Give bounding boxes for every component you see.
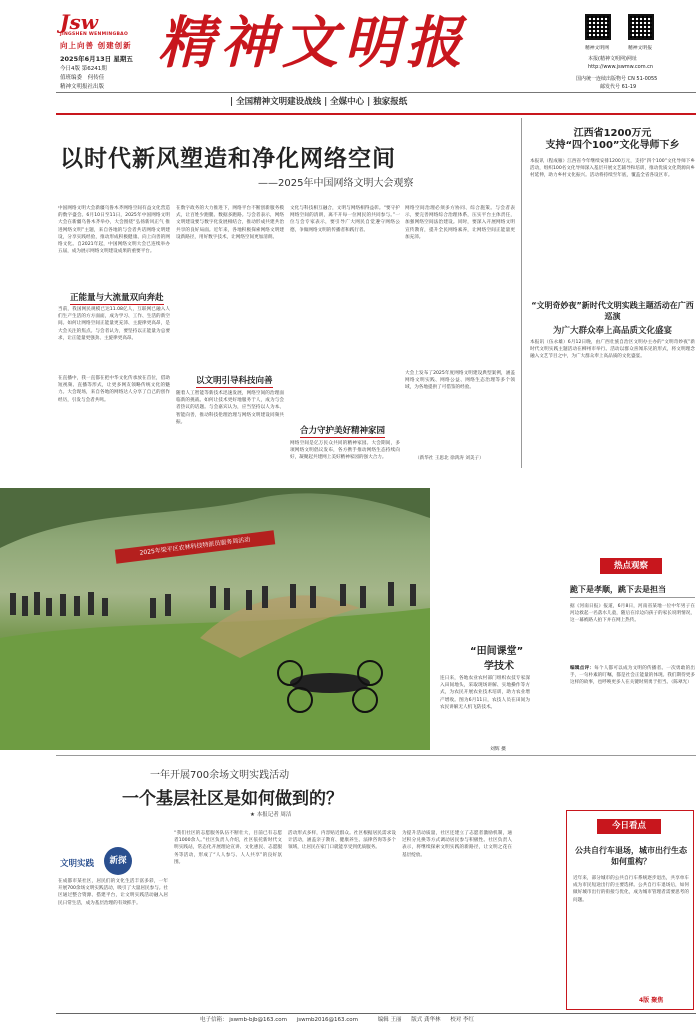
footer-email-2[interactable]: jswmb2016@163.com xyxy=(296,1017,358,1023)
publisher: 精神文明报社出版 xyxy=(60,84,105,90)
bottom-col4: 为提升活动质量，社区还建立了志愿者激励机制，通过积分兑换等方式调动居民参与积极性。社区负责人表示，将继续探索文明实践的新路径，让文明之花在基层绽放。 xyxy=(402,831,512,858)
photo xyxy=(0,488,430,750)
lead-col4: 网络空间治理必须多方协同、综合施策。与会者表示，要完善网络综合治理体系，压实平台主体责任，加强网络空间法治建设。同时，要深入开展网络文明宣传教育，提升全民网络素养，让网络空间正能量更加充沛。 xyxy=(405,206,515,240)
right-story-1-title xyxy=(530,128,695,152)
vertical-divider xyxy=(521,118,522,468)
lead-byline: （新华社 王思北 徐鸿涛 刘美子） xyxy=(415,456,484,461)
duty-editor xyxy=(60,73,104,81)
lead-subtitle: ——2025年中国网络文明大会观察 xyxy=(258,178,414,189)
bottom-byline-text: 本报记者 周洁 xyxy=(256,812,292,818)
nav-sep: | xyxy=(367,97,374,107)
masthead xyxy=(0,0,700,92)
footer-designer: 版式 龚华林 xyxy=(411,1017,441,1023)
photo-caption-title: “田间课堂” xyxy=(470,646,524,657)
bottom-divider xyxy=(56,755,696,756)
today-badge-text: 今日看点 xyxy=(611,821,646,831)
hot-body: 据《河南日报》报道，6月8日，河南省某地一位中年男子在河边救起一名落水儿童，随后在岸边向孩子的家长说明情况，这一幕被路人拍下并在网上热传。 xyxy=(570,604,695,624)
duty-editor-name: 何传佳 xyxy=(87,75,105,81)
lead-subhead-3: 合力守护美好精神家园 xyxy=(300,426,386,436)
lead-subhead-1: 正能量与大流量双向奔赴 xyxy=(70,293,164,303)
lead-col1b: 当前，我国网民规模已达11.08亿人，互联网已融入人们生产生活的方方面面，成为学习、工作、生活的新空间。如何让网络空间正能量更充沛、主旋律更高昂，是大会关注的焦点。与会者认为，要坚持以正能量为总要求，让正能量更强劲、主旋律更高昂。 xyxy=(58,307,170,341)
nav-strip xyxy=(230,95,407,107)
bottom-col2: “我们社区的志愿服务队伍不断壮大，目前已有志愿者1000余人。”社区负责人介绍，社区依托新时代文明实践站，常态化开展理论宣讲、文化惠民、志愿服务等活动，形成了“人人参与、人人共享”的良好氛围。 xyxy=(174,831,282,865)
lead-subhead-2: 以文明引导科技向善 xyxy=(196,376,273,386)
lead-col3b: 网络空间是亿万民众共同的精神家园。大会期间，多项网络文明倡议发布，各方携手推动网络生态持续向好，凝聚起共建网上美好精神家园的强大合力。 xyxy=(290,441,400,461)
lead-col1c: 在直播中，我一直都在把中华文化传承放在首位，借助短视频、直播等形式，让更多网友领略传统文化的魅力。大会现场，来自各地的网络达人分享了自己的创作经历，引发与会者共鸣。 xyxy=(58,376,170,403)
footer-editor: 编辑 王丽 xyxy=(377,1017,402,1023)
hot-title: 跪下是孝顺，跳下去是担当 xyxy=(570,585,666,594)
newspaper-title: 精神文明报 xyxy=(158,10,468,76)
today-badge xyxy=(597,819,661,834)
nav-sep: | xyxy=(230,97,234,107)
issue-date: 2025年6月13日 星期五 xyxy=(60,55,133,63)
today-title: 公共自行车退场，城市出行生态如何重构？ xyxy=(575,846,687,866)
hot-comment-label: 编辑点评： xyxy=(570,666,595,671)
issue-edition: 今日4版 第6241期 xyxy=(60,66,107,72)
today-body: 近年来，部分城市的公共自行车系统逐步退出，共享单车成为市民短途出行的主要选择。公共自行车退场后，如何做好城市出行的衔接与优化，成为城市管理者需要思考的问题。 xyxy=(573,876,689,903)
column-name: 文明实践 xyxy=(60,859,95,869)
today-box[interactable] xyxy=(566,810,694,1010)
right-title-line1: 江西省1200万元 xyxy=(573,128,652,139)
web-line: 本报(精神文明网)网址 xyxy=(588,56,637,62)
right-story-2-body: 本报讯（伍永雄）6月12日晚，由广西壮族自治区文明办主办的“文明奇妙夜”新时代文明实践主题活动在柳州市举行。活动以群众喜闻乐见的形式，将文明理念融入文艺节目之中，为广大群众奉上高品质的文化盛宴。 xyxy=(530,340,695,360)
bottom-col1: 在成都市某社区，居民们的文化生活丰富多彩，一年开展700余场文明实践活动，吸引了大量居民参与。社区通过整合资源、搭建平台，让文明实践活动融入居民日常生活，成为基层治理的有效抓手。 xyxy=(58,879,168,906)
postal-code: 邮发代号 61-19 xyxy=(600,84,637,90)
photo-svg xyxy=(0,488,430,750)
nav-item-1[interactable]: 全国精神文明建设战线 xyxy=(236,97,322,107)
column-badge xyxy=(60,845,132,875)
nav-sep: | xyxy=(324,97,331,107)
hot-comment xyxy=(570,665,695,753)
nav-item-2[interactable]: 全媒中心 xyxy=(330,97,365,107)
photo-credit: 刘辉 摄 xyxy=(490,747,506,752)
footer-rule xyxy=(56,1013,696,1014)
qr-code-paper xyxy=(628,14,654,40)
hot-divider xyxy=(570,597,695,598)
footer-email-label: 电子信箱： xyxy=(200,1017,228,1023)
slogan: 向上向善 创建创新 xyxy=(60,41,132,50)
bottom-headline: 一个基层社区是如何做到的？ xyxy=(122,789,343,809)
qr-label-paper: 精神文明报 xyxy=(628,46,652,51)
hot-badge-text: 热点观察 xyxy=(613,561,648,571)
column-tag: 新探 xyxy=(104,847,132,875)
lead-headline: 以时代新风塑造和净化网络空间 xyxy=(60,146,396,172)
bottom-kicker: 一年开展700余场文明实践活动 xyxy=(150,770,290,781)
logo-pinyin: JINGSHEN WENMINGBAO xyxy=(60,32,129,37)
footer-email-1[interactable]: jswmb-bjb@163.com xyxy=(229,1017,287,1023)
qr-label-website: 精神文明网 xyxy=(585,46,609,51)
masthead-red-rule xyxy=(56,113,696,115)
bottom-byline-star: ★ xyxy=(250,812,257,818)
right-story-1-body: 本报讯（程成雁）江西省今年继续安排1200万元，支持“四个100”文化导师下乡活动，组织100名文化导师深入基层开展文艺辅导和培训，推动优质文化资源向乡村延伸，助力乡村文化振兴。活动将持续至年底，覆盖全省各设区市。 xyxy=(530,159,695,179)
lead-col3: 文化与科技相互融合，文明与网络相得益彰。“要守护网络空间的清朗，离不开每一位网民的共同参与。”一位与会专家表示，要引导广大网民自觉遵守网络公德，争做网络文明的传播者和践行者。 xyxy=(290,206,400,233)
lead-col4b: 大会上发布了2025年度网络文明建设典型案例，涵盖网络文明实践、网络公益、网络生态治理等多个领域，为各地提供了可借鉴的经验。 xyxy=(405,371,515,391)
footer-proof: 校对 李红 xyxy=(450,1017,474,1023)
bottom-col3: 活动形式多样，内容贴近群众。社区根据居民需求设计活动，涵盖亲子教育、健康养生、法律咨询等多个领域，让居民在家门口就能享受到优质服务。 xyxy=(288,831,396,851)
photo-caption-subtitle: 学技术 xyxy=(484,661,514,672)
logo-mark-text: Jsw xyxy=(60,10,98,34)
lead-col1: 中国网络文明大会新疆乌鲁木齐网络空间有益文化营造的数字盛会。6月10日至11日，2025年中国网络文明大会在新疆乌鲁木齐举办，大会围绕“弘扬新风正气 推进网络文明”主题，来自各地的与会者共话网络文明建设，分享实践经验，推动形成积极健康、向上向善的网络文化。自2021年起，中国网络文明大会已连续举办五届，成为展示网络文明建设成果的重要平台。 xyxy=(58,206,170,255)
today-page-ref[interactable]: 4版 聚焦 xyxy=(639,997,664,1004)
web-url[interactable]: http://www.jswmw.com.cn xyxy=(588,64,654,70)
hot-comment-text: 每个人都可以成为文明的传播者。一次勇敢的出手，一句朴素的叮嘱，都是社会正能量的体现。我们期待更多这样的故事，也呼唤更多人在关键时刻勇于担当。（陈翠光） xyxy=(570,666,695,686)
bottom-byline xyxy=(250,810,291,818)
cn-code: 国内统一连续出版物号 CN 51-0055 xyxy=(576,76,658,82)
nav-item-3[interactable]: 独家报纸 xyxy=(373,97,408,107)
crowd-icon xyxy=(10,582,416,618)
right-story-2-subtitle: 为广大群众奉上高品质文化盛宴 xyxy=(552,326,672,336)
masthead-rule xyxy=(56,92,696,93)
right-story-2-title: “文明奇妙夜”新时代文明实践主题活动在广西巡演 xyxy=(531,301,694,321)
right-title-line2: 支持“四个100”文化导师下乡 xyxy=(545,140,680,151)
lead-col2: 在数字政务的大力推进下，网络平台不断创新服务模式，让百姓少跑腿、数据多跑路。与会者表示，网络文明建设要与数字化发展相结合，推动形成共建共治共享的良好局面。近年来，各地积极探索网络文明建设新路径，用好数字技术，让网络空间更加清朗。 xyxy=(176,206,284,240)
qr-code-website xyxy=(585,14,611,40)
duty-editor-label: 值班编委 xyxy=(60,75,83,81)
photo-caption-body: 连日来，各地农业农村部门组织农技专家深入田间地头，采取现场讲解、实地操作等方式，为农民开展农业技术培训，助力农业增产增收。图为6月11日，农技人员在田间为农民讲解无人机飞防技术。 xyxy=(440,676,530,710)
photo-banner-text: 2025年梁平区农林科技特派员服务周活动 xyxy=(139,536,251,557)
footer xyxy=(200,1015,474,1023)
lead-col2b: 随着人工智能等新技术迅速发展，网络空间的治理面临新的挑战。如何让技术更好地服务于人，成为与会者热议的话题。与会嘉宾认为，应当坚持以人为本、智能向善，推动科技伦理治理与网络文明建设同频共振。 xyxy=(176,391,284,425)
logo-mark xyxy=(60,10,122,32)
hot-badge xyxy=(600,558,662,574)
